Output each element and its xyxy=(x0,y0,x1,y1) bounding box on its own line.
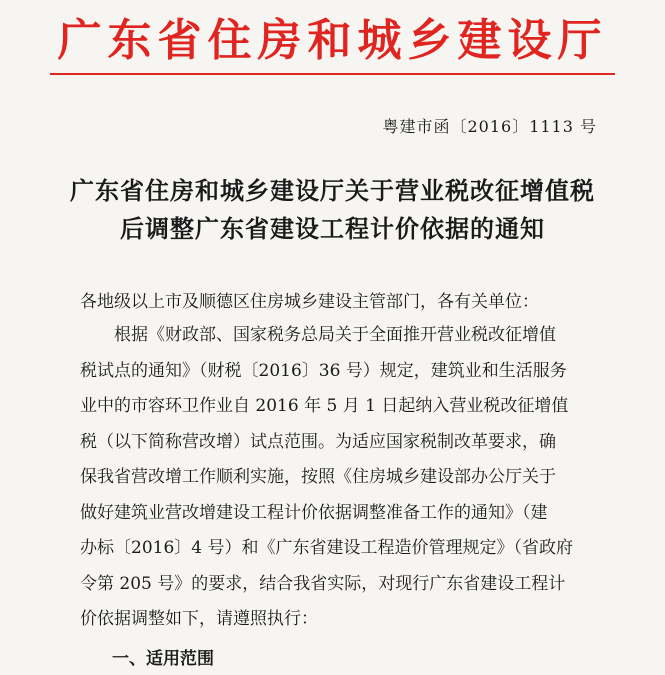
body-line: 税试点的通知》（财税〔2016〕36 号）规定，建筑业和生活服务 xyxy=(80,360,567,381)
body-paragraph xyxy=(80,318,610,638)
body-line: 根据《财政部、国家税务总局关于全面推开营业税改征增值 xyxy=(80,325,556,345)
body-line: 保我省营改增工作顺利实施，按照《住房城乡建设部办公厅关于 xyxy=(80,467,556,487)
salutation: 各地级以上市及顺德区住房城乡建设主管部门，各有关单位： xyxy=(80,292,539,312)
body-line: 价依据调整如下，请遵照执行： xyxy=(80,609,318,629)
section-heading: 一、适用范围 xyxy=(112,649,214,669)
document-title xyxy=(40,172,625,248)
letterhead-title: 广东省住房和城乡建设厅 xyxy=(57,15,608,66)
body-line: 令第 205 号》的要求，结合我省实际，对现行广东省建设工程计 xyxy=(80,573,566,594)
title-line: 后调整广东省建设工程计价依据的通知 xyxy=(120,215,545,243)
title-line: 广东省住房和城乡建设厅关于营业税改征增值税 xyxy=(70,177,595,205)
letterhead-divider xyxy=(50,73,615,75)
body-line: 业中的市容环卫作业自 2016 年 5 月 1 日起纳入营业税改征增值 xyxy=(80,396,569,416)
body-line: 税（以下简称营改增）试点范围。为适应国家税制改革要求，确 xyxy=(80,431,556,452)
body-line: 做好建筑业营改增建设工程计价依据调整准备工作的通知》（建 xyxy=(80,502,548,523)
body-line: 办标〔2016〕4 号）和《广东省建设工程造价管理规定》（省政府 xyxy=(80,538,573,558)
document-number: 粤建市函〔2016〕1113 号 xyxy=(382,117,597,136)
